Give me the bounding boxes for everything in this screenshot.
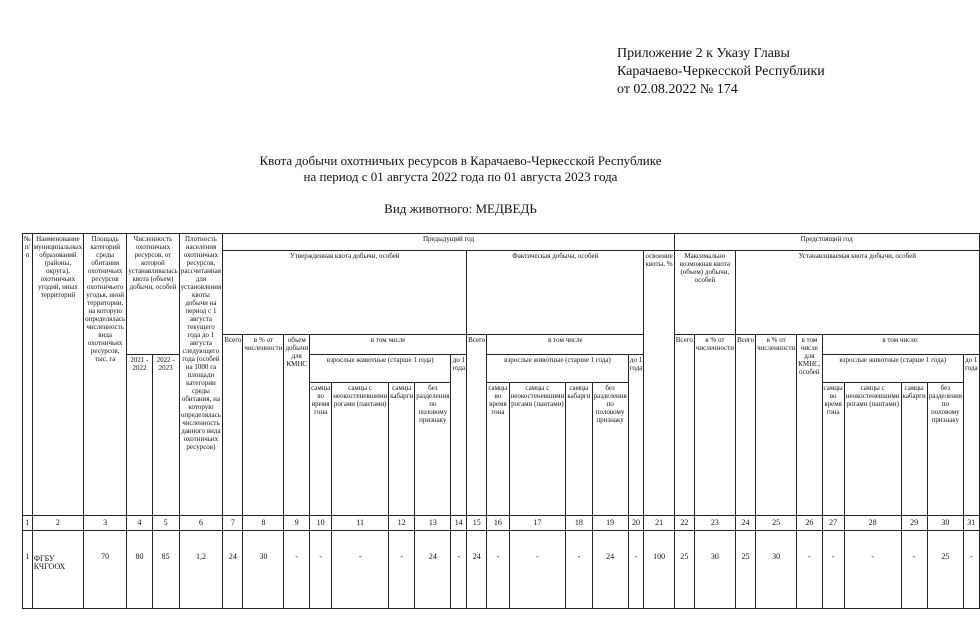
header-set-total: Всего bbox=[735, 335, 755, 516]
col-num: 25 bbox=[756, 516, 797, 531]
header-prev-adults: взрослые животные (старше 1 года) bbox=[310, 355, 451, 383]
quota-table bbox=[22, 233, 980, 609]
cell-density: 1,2 bbox=[179, 531, 223, 609]
cell: - bbox=[628, 531, 644, 609]
col-num: 16 bbox=[487, 516, 509, 531]
col-num: 20 bbox=[628, 516, 644, 531]
cell: - bbox=[822, 531, 844, 609]
appendix-line-2: Карачаево-Черкесской Республики bbox=[617, 64, 825, 79]
cell-count-2021: 80 bbox=[127, 531, 153, 609]
cell: - bbox=[451, 531, 467, 609]
cell-name: ФГБУ КЧГООХ bbox=[32, 531, 83, 609]
header-actual-musk: самцы кабарги bbox=[566, 383, 592, 516]
header-approved-quota: Утвержденная квота добычи, особей bbox=[223, 251, 467, 335]
header-prev-pct: в % от численности bbox=[243, 335, 284, 516]
cell-area: 70 bbox=[84, 531, 127, 609]
header-actual-nosex: без разделения по половому признаку bbox=[592, 383, 628, 516]
cell: 25 bbox=[735, 531, 755, 609]
appendix-header bbox=[617, 45, 825, 99]
cell: - bbox=[844, 531, 901, 609]
cell: 30 bbox=[694, 531, 735, 609]
col-num: 3 bbox=[84, 516, 127, 531]
header-max-quota: Максимально возможная квота (объем) добычи, особей bbox=[674, 251, 735, 335]
cell: - bbox=[566, 531, 592, 609]
cell: - bbox=[963, 531, 979, 609]
cell: - bbox=[389, 531, 415, 609]
col-num: 10 bbox=[310, 516, 332, 531]
appendix-line-1: Приложение 2 к Указу Главы bbox=[617, 46, 790, 61]
document-title-line-1: Квота добычи охотничьих ресурсов в Карачаево-Черкесской Республике bbox=[259, 153, 662, 168]
header-set-under1: до 1 года bbox=[963, 355, 979, 516]
document-title-line-2: на период с 01 августа 2022 года по 01 августа 2023 года bbox=[303, 169, 618, 184]
header-name: Наименование муниципальных образований (районы, округа), охотничьих угодий, иных территорий bbox=[32, 234, 83, 516]
col-num: 28 bbox=[844, 516, 901, 531]
cell: - bbox=[310, 531, 332, 609]
header-set-antlers: самцы с неокостеневшими рогами (пантами) bbox=[844, 383, 901, 516]
col-num: 7 bbox=[223, 516, 243, 531]
header-density: Плотность населения охотничьих ресурсов, рассчитанная для установления квоты добычи на период с 1 августа текущего года до 1 августа следующего года (особей на 1000 га площади категории среды обитания, на которую определялась численность данного вида охотничьих ресурсов) bbox=[179, 234, 223, 516]
cell: 24 bbox=[415, 531, 451, 609]
header-set-quota: Устанавливаемая квота добычи, особей bbox=[735, 251, 979, 335]
header-actual-under1: до 1 года bbox=[628, 355, 644, 516]
header-actual-harvest: Фактическая добыча, особей bbox=[467, 251, 644, 335]
species-label: Вид животного: МЕДВЕДЬ bbox=[384, 201, 537, 216]
cell: 30 bbox=[243, 531, 284, 609]
header-prev-under1: до 1 года bbox=[451, 355, 467, 516]
header-set-adults: взрослые животные (старше 1 года) bbox=[822, 355, 963, 383]
col-num: 11 bbox=[332, 516, 389, 531]
header-next-year: Предстоящий год bbox=[674, 234, 979, 251]
cell: 24 bbox=[592, 531, 628, 609]
col-num: 5 bbox=[152, 516, 179, 531]
header-prev-kmns: объем добычи для КМНС bbox=[284, 335, 310, 516]
col-num: 19 bbox=[592, 516, 628, 531]
cell: 30 bbox=[756, 531, 797, 609]
header-set-kmns: в том числе для КМНС, особей bbox=[797, 335, 822, 516]
header-actual-total: Всего bbox=[467, 335, 487, 516]
cell: 24 bbox=[467, 531, 487, 609]
cell: - bbox=[487, 531, 509, 609]
col-num: 14 bbox=[451, 516, 467, 531]
col-num: 1 bbox=[23, 516, 33, 531]
header-quota-usage: освоение квоты, % bbox=[644, 251, 674, 516]
col-num: 21 bbox=[644, 516, 674, 531]
header-count: Численность охотничьих ресурсов, от которой устанавливалась квота (объем) добычи, особей bbox=[127, 234, 179, 355]
header-year-2021: 2021 - 2022 bbox=[127, 355, 153, 516]
header-set-rut: самцы во время гона bbox=[822, 383, 844, 516]
col-num: 13 bbox=[415, 516, 451, 531]
col-num: 12 bbox=[389, 516, 415, 531]
cell: 25 bbox=[674, 531, 694, 609]
col-num: 4 bbox=[127, 516, 153, 531]
col-num: 26 bbox=[797, 516, 822, 531]
col-num: 31 bbox=[963, 516, 979, 531]
header-set-nosex: без разделения по половому признаку bbox=[927, 383, 963, 516]
col-num: 15 bbox=[467, 516, 487, 531]
col-num: 27 bbox=[822, 516, 844, 531]
cell-no: 1 bbox=[23, 531, 33, 609]
table-row bbox=[23, 531, 980, 609]
header-max-pct: в % от численности bbox=[694, 335, 735, 516]
header-area: Площадь категорий среды обитания охотничьих ресурсов охотничьего угодья, иной территории, на которую определялась численность вида охотничьих ресурсов, тыс. га bbox=[84, 234, 127, 516]
col-num: 9 bbox=[284, 516, 310, 531]
col-num: 2 bbox=[32, 516, 83, 531]
header-no: № п/п bbox=[23, 234, 33, 516]
header-prev-total: Всего bbox=[223, 335, 243, 516]
header-prev-antlers: самцы с неокостеневшими рогами (пантами) bbox=[332, 383, 389, 516]
col-num: 6 bbox=[179, 516, 223, 531]
column-numbers-row bbox=[23, 516, 980, 531]
header-set-pct: в % от численности bbox=[756, 335, 797, 516]
col-num: 24 bbox=[735, 516, 755, 531]
header-prev-rut: самцы во время гона bbox=[310, 383, 332, 516]
col-num: 29 bbox=[901, 516, 927, 531]
cell: - bbox=[797, 531, 822, 609]
header-actual-incl: в том числе bbox=[487, 335, 644, 355]
header-max-total: Всего bbox=[674, 335, 694, 516]
header-set-musk: самцы кабарги bbox=[901, 383, 927, 516]
col-num: 30 bbox=[927, 516, 963, 531]
col-num: 8 bbox=[243, 516, 284, 531]
cell: - bbox=[509, 531, 566, 609]
header-set-incl: в том числе: bbox=[822, 335, 979, 355]
header-actual-antlers: самцы с неокостеневшими рогами (пантами) bbox=[509, 383, 566, 516]
cell-count-2022: 85 bbox=[152, 531, 179, 609]
header-previous-year: Предыдущий год bbox=[223, 234, 674, 251]
header-prev-musk: самцы кабарги bbox=[389, 383, 415, 516]
header-prev-incl: в том числе bbox=[310, 335, 467, 355]
col-num: 22 bbox=[674, 516, 694, 531]
header-prev-nosex: без разделения по половому признаку bbox=[415, 383, 451, 516]
cell: 100 bbox=[644, 531, 674, 609]
cell: 25 bbox=[927, 531, 963, 609]
cell: 24 bbox=[223, 531, 243, 609]
col-num: 23 bbox=[694, 516, 735, 531]
cell: - bbox=[332, 531, 389, 609]
appendix-line-3: от 02.08.2022 № 174 bbox=[617, 82, 738, 97]
cell: - bbox=[901, 531, 927, 609]
cell: - bbox=[284, 531, 310, 609]
header-actual-rut: самцы во время гона bbox=[487, 383, 509, 516]
header-actual-adults: взрослые животные (старше 1 года) bbox=[487, 355, 628, 383]
col-num: 17 bbox=[509, 516, 566, 531]
header-year-2022: 2022 - 2023 bbox=[152, 355, 179, 516]
col-num: 18 bbox=[566, 516, 592, 531]
